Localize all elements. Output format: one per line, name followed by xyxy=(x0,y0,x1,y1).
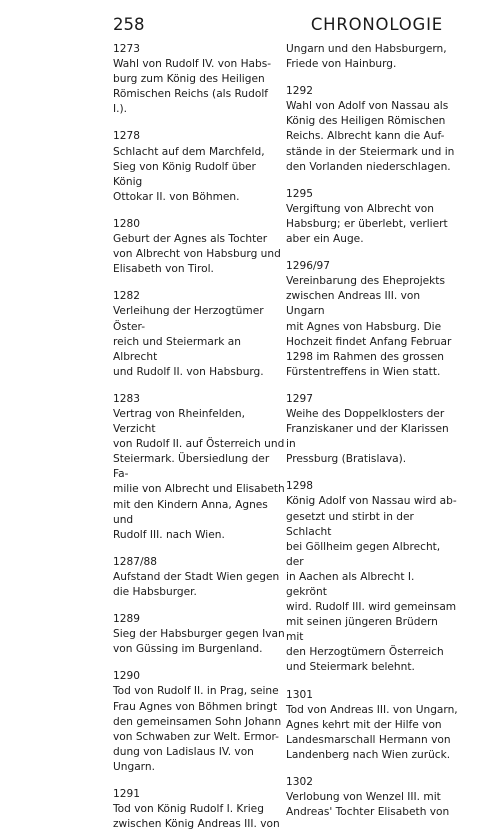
entry-year: 1295 xyxy=(286,187,313,200)
chronology-entry xyxy=(113,289,285,380)
running-title: CHRONOLOGIE xyxy=(310,15,443,34)
entry-year: 1297 xyxy=(286,392,313,405)
entry-text: Wahl von Adolf von Nassau als König des Heiligen Römischen Reichs. Albrecht kann die Auf- stände in der Steiermark und in den Vorlanden niederschlagen. xyxy=(286,100,455,173)
left-column xyxy=(113,42,285,832)
entry-year: 1273 xyxy=(113,43,140,55)
page-number: 258 xyxy=(113,15,145,34)
page-header xyxy=(113,14,443,36)
right-column xyxy=(286,42,458,820)
chronology-entry xyxy=(113,42,285,117)
entry-year: 1278 xyxy=(113,130,140,143)
entry-year: 1298 xyxy=(286,480,313,493)
entry-text: Sieg der Habsburger gegen Ivan von Güssing im Burgenland. xyxy=(113,628,285,656)
entry-text: Tod von Andreas III. von Ungarn, Agnes kehrt mit der Hilfe von Landesmarschall Hermann von Landenberg nach Wien zurück. xyxy=(286,703,458,761)
entry-year: 1287/88 xyxy=(113,555,158,568)
entry-text: Vertrag von Rheinfelden, Verzicht von Rudolf II. auf Österreich und Steiermark. Übersiedlung der Fa- milie von Albrecht und Elisabeth mit den Kindern Anna, Agnes und Rudolf III. nach Wien. xyxy=(113,407,285,541)
entry-text: Schlacht auf dem Marchfeld, Sieg von König Rudolf über König Ottokar II. von Böhmen. xyxy=(113,145,265,203)
entry-text: Vergiftung von Albrecht von Habsburg; er überlebt, verliert aber ein Auge. xyxy=(286,202,448,246)
chronology-entry xyxy=(113,787,285,832)
chronology-entry xyxy=(113,555,285,600)
chronology-entry xyxy=(113,392,285,543)
entry-year: 1302 xyxy=(286,776,313,789)
entry-year: 1289 xyxy=(113,613,140,626)
chronology-entry-continued xyxy=(286,42,458,72)
chronology-entry xyxy=(113,217,285,277)
chronology-entry xyxy=(113,129,285,204)
entry-text: Tod von König Rudolf I. Krieg zwischen König Andreas III. von xyxy=(113,803,280,831)
entry-text: Geburt der Agnes als Tochter von Albrecht von Habsburg und Elisabeth von Tirol. xyxy=(113,233,281,276)
chronology-entry xyxy=(113,612,285,657)
entry-text: Aufstand der Stadt Wien gegen die Habsburger. xyxy=(113,570,280,598)
entry-year: 1282 xyxy=(113,290,140,303)
chronology-entry xyxy=(286,84,458,175)
entry-text: Wahl von Rudolf IV. von Habs- burg zum König des Heiligen Römischen Reichs (als Rudolf I.). xyxy=(113,58,272,116)
entry-text: Verleihung der Herzogtümer Öster- reich und Steiermark an Albrecht und Rudolf II. von Habsburg. xyxy=(113,305,264,378)
entry-year: 1301 xyxy=(286,688,313,701)
entry-year: 1283 xyxy=(113,392,140,405)
chronology-entry xyxy=(286,392,458,467)
entry-year: 1292 xyxy=(286,85,313,98)
chronology-entry xyxy=(113,669,285,775)
entry-text: Weihe des Doppelklosters der Franziskaner und der Klarissen in Pressburg (Bratislava). xyxy=(286,407,449,466)
entry-text: Ungarn und den Habsburgern, Friede von Hainburg. xyxy=(286,43,447,71)
entry-year: 1296/97 xyxy=(286,260,331,273)
chronology-entry xyxy=(286,187,458,247)
chronology-entry xyxy=(286,688,458,763)
chronology-entry xyxy=(286,259,458,380)
entry-text: König Adolf von Nassau wird ab- gesetzt und stirbt in der Schlacht bei Göllheim gegen Albrecht, der in Aachen als Albrecht I. gekrönt wird. Rudolf III. wird gemeinsam mit seinen jüngeren Brüdern mit den Herzogtümern Österreich und Steiermark belehnt. xyxy=(286,495,457,674)
chronology-entry xyxy=(286,775,458,820)
entry-text: Verlobung von Wenzel III. mit Andreas' Tochter Elisabeth von xyxy=(286,791,450,819)
entry-year: 1291 xyxy=(113,788,140,801)
entry-text: Vereinbarung des Eheprojekts zwischen Andreas III. von Ungarn mit Agnes von Habsburg. Die Hochzeit findet Anfang Februar 1298 im Rahmen des grossen Fürstentreffens in Wien statt. xyxy=(286,275,452,378)
chronology-entry xyxy=(286,479,458,675)
entry-text: Tod von Rudolf II. in Prag, seine Frau Agnes von Böhmen bringt den gemeinsamen Sohn Johann von Schwaben zur Welt. Ermor- dung von Ladislaus IV. von Ungarn. xyxy=(113,685,282,773)
entry-year: 1290 xyxy=(113,670,140,683)
entry-year: 1280 xyxy=(113,217,140,230)
